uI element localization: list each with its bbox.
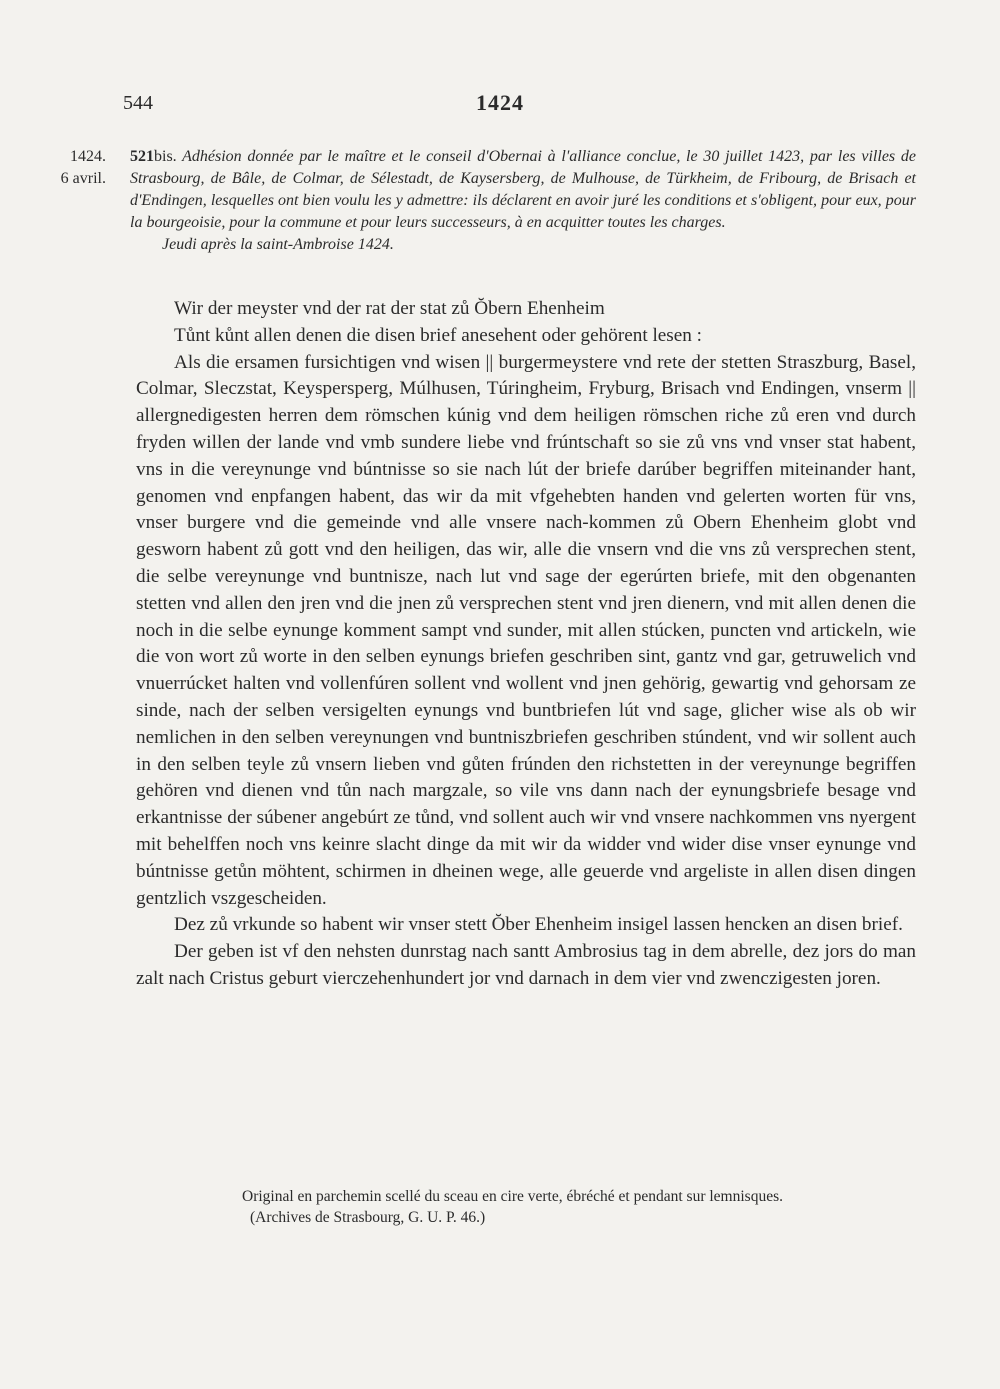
charter-text [136, 296, 916, 993]
summary-text: Adhésion donnée par le maître et le conseil d'Obernai à l'alliance conclue, le 30 juillet 1423, par les villes de Strasbourg, de Bâle, de Colmar, de Sélestadt, de Kaysersberg, de Mulhouse, de Türkheim, de Fribourg, de Brisach et d'Endingen, lesquelles ont bien voulu les y admettre: ils déclarent en avoir juré les conditions et s'obligent, pour eux, pour la bourgeoisie, pour la commune et pour leurs successeurs, à en acquitter toutes les charges. [130, 148, 916, 231]
source-note-original: Original en parchemin scellé du sceau en cire verte, ébréché et pendant sur lemnisques. [242, 1188, 783, 1205]
document-summary [130, 146, 916, 256]
page-header-year: 1424 [476, 90, 524, 115]
charter-sealing-clause: Dez zů vrkunde so habent wir vnser stett Ŏber Ehenheim insigel lassen hencken an disen brief. [174, 914, 903, 936]
document-number: 521 [130, 148, 154, 165]
summary-date-line: Jeudi après la saint-Ambroise 1424. [162, 236, 394, 253]
source-note-archive: (Archives de Strasbourg, G. U. P. 46.) [250, 1209, 486, 1226]
margin-date-day: 6 avril. [60, 170, 106, 187]
charter-dating-clause: Der geben ist vf den nehsten dunrstag nach santt Ambrosius tag in dem abrelle, dez jors do man zalt nach Cristus geburt vierczehenhundert jor vnd darnach in dem vier vnd zwenczigesten joren. [136, 941, 916, 989]
source-note [242, 1186, 932, 1228]
document-number-suffix: bis. [154, 148, 177, 165]
charter-body-paragraph: Als die ersamen fursichtigen vnd wisen || burgermeystere vnd rete der stetten Straszburg, Basel, Colmar, Sleczstat, Keyspersperg, Múlhusen, Túringheim, Fryburg, Brisach vnd Endingen, vnserm || allergnedigesten herren dem römschen kúnig vnd dem heiligen römschen riche zů eren vnd durch fryden willen der lande vnd vmb sundere liebe vnd frúntschaft so sie zů vns vnd vnser stat habent, vns in die vereynunge vnd búntnisse so sie nach lút der briefe darúber begriffen miteinander hant, genomen vnd enpfangen habent, das wir da mit vfgehebten handen vnd gelerten worten für vns, vnser burgere vnd die gemeinde vnd alle vnsere nach-kommen zů Obern Ehenheim globt vnd gesworn habent zů gott vnd den heiligen, das wir, alle die vnsern vnd die vns zů versprechen stent, die selbe vereynunge vnd buntnisze, nach lut vnd sage der egerúrten briefe, mit den obgenanten stetten vnd allen den jren vnd die jnen zů versprechen stent vnd jren dienern, vnd mit allen denen die noch in die selbe eynunge komment sampt vnd sunder, mit allen stúcken, puncten vnd artickeln, wie die von wort zů worte in den selben eynungs briefen geschriben sint, gantz vnd gar, getruwelich vnd vnuerrúcket halten vnd vollenfúren sollent vnd wollent vnd jnen gehörig, gewartig vnd gehorsam ze sinde, nach der selben versigelten eynungs vnd buntbriefen lút vnd sage, glicher wise als ob wir nemlichen in den selben vereynungen vnd buntniszbriefen geschriben stúndent, vnd wir sollent auch in den selben teyle zů vnsern lieben vnd gůten frúnden den richstetten in der vereynunge begriffen gehören vnd dienen vnd tůn nach margzale, so vile vns dann nach der eynungsbriefe besage vnd erkantnisse der súbener angebúrt ze tůnd, vnd sollent auch wir vnd vnsere nachkommen vns nyergent mit behelffen noch vns keinre slacht dinge da mit wir da widder vnd wider dise vnser eynunge vnd búntnisse getůn möhtent, schirmen in dheinen wege, alle geuerde vnd argeliste in allen disen dingen gentzlich vszgescheiden. [136, 351, 916, 909]
margin-date-year: 1424. [70, 148, 106, 165]
charter-address: Tůnt kůnt allen denen die disen brief anesehent oder gehörent lesen : [174, 324, 703, 346]
margin-date [58, 146, 106, 190]
charter-intitulation: Wir der meyster vnd der rat der stat zů Ŏbern Ehenheim [174, 298, 605, 319]
page-number: 544 [123, 92, 153, 114]
